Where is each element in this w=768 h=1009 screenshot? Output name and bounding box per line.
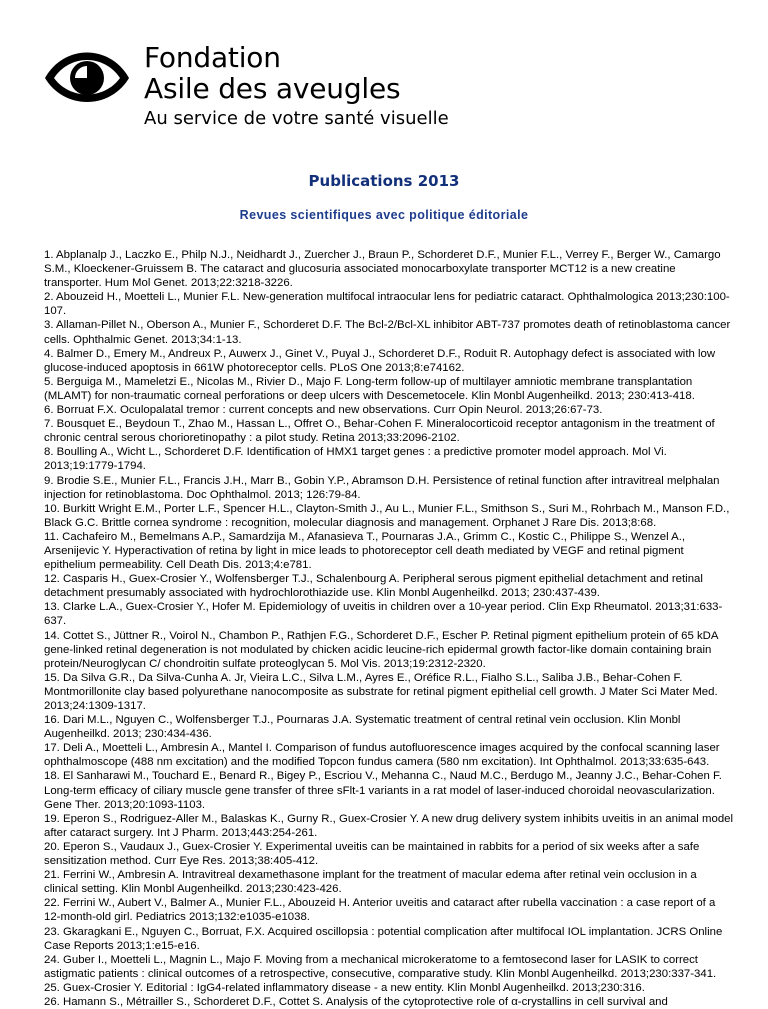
reference-item: 1. Abplanalp J., Laczko E., Philp N.J., Neidhardt J., Zuercher J., Braun P., Schorderet D.F., Munier F.L., Verrey F., Berger W., Camargo S.M., Kloeckener-Gruissem B. The cataract and glucosuria associated monocarboxylate transporter MCT12 is a new creatine transporter. Hum Mol Genet. 2013;22:3218-3226. [44, 249, 721, 290]
reference-item: 17. Deli A., Moetteli L., Ambresin A., Mantel I. Comparison of fundus autofluorescence images acquired by the confocal scanning laser ophthalmoscope (488 nm excitation) and the modified Topcon fundus camera (580 nm excitation). Int Ophthalmol. 2013;33:635-643. [44, 742, 720, 769]
reference-item: 7. Bousquet E., Beydoun T., Zhao M., Hassan L., Offret O., Behar-Cohen F. Mineralocorticoid receptor antagonism in the treatment of chronic central serous chorioretinopathy : a pilot study. Retina 2013;33:2096-2102. [44, 418, 715, 445]
reference-item: 12. Casparis H., Guex-Crosier Y., Wolfensberger T.J., Schalenbourg A. Peripheral serous pigment epithelial detachment and retinal detachment presumably associated with hydrochlorothiazide use. Klin Monbl Augenheilkd. 2013; 230:437-439. [44, 573, 703, 600]
organization-name-line-2: Asile des aveugles [144, 72, 401, 105]
page-title: Publications 2013 [308, 172, 460, 190]
reference-item: 11. Cachafeiro M., Bemelmans A.P., Samardzija M., Afanasieva T., Pournaras J.A., Grimm C., Kostic C., Philippe S., Wenzel A., Arsenijevic Y. Hyperactivation of retina by light in mice leads to photoreceptor cell death mediated by VEGF and retinal pigment epithelium permeability. Cell Death Dis. 2013;4:e781. [44, 530, 686, 572]
reference-item: 4. Balmer D., Emery M., Andreux P., Auwerx J., Ginet V., Puyal J., Schorderet D.F., Roduit R. Autophagy defect is associated with low glucose-induced apoptosis in 661W photoreceptor cells. PLoS One 2013;8:e74162. [44, 347, 716, 374]
foundation-logo [42, 38, 462, 138]
reference-item: 8. Boulling A., Wicht L., Schorderet D.F. Identification of HMX1 target genes : a predictive promoter model approach. Mol Vi. 2013;19:1779-1794. [44, 446, 667, 473]
reference-item: 23. Gkaragkani E., Nguyen C., Borruat, F.X. Acquired oscillopsia : potential complication after multifocal IOL implantation. JCRS Online Case Reports 2013;1:e15-e16. [44, 925, 723, 952]
reference-item: 21. Ferrini W., Ambresin A. Intravitreal dexamethasone implant for the treatment of macular edema after retinal vein occlusion in a clinical setting. Klin Monbl Augenheilkd. 2013;230:423-426. [44, 869, 697, 896]
reference-item: 14. Cottet S., Jüttner R., Voirol N., Chambon P., Rathjen F.G., Schorderet D.F., Escher P. Retinal pigment epithelium protein of 65 kDA gene-linked retinal degeneration is not modulated by chicken acidic leucine-rich epidermal growth factor-like domain containing brain protein/Neuroglycan C/ chondroitin sulfate proteoglycan 5. Mol Vis. 2013;19:2312-2320. [44, 629, 718, 670]
reference-item: 13. Clarke L.A., Guex-Crosier Y., Hofer M. Epidemiology of uveitis in children over a 10-year period. Clin Exp Rheumatol. 2013;31:633-637. [44, 601, 723, 628]
organization-name-line-1: Fondation [144, 41, 281, 74]
reference-item: 20. Eperon S., Vaudaux J., Guex-Crosier Y. Experimental uveitis can be maintained in rabbits for a period of six weeks after a safe sensitization method. Curr Eye Res. 2013;38:405-412. [44, 840, 700, 868]
organization-tagline: Au service de votre santé visuelle [144, 108, 449, 129]
reference-item: 9. Brodie S.E., Munier F.L., Francis J.H., Marr B., Gobin Y.P., Abramson D.H. Persistence of retinal function after intravitreal melphalan injection for retinoblastoma. Doc Ophthalmol. 2013; 126:79-84. [44, 474, 720, 501]
reference-item: 3. Allaman-Pillet N., Oberson A., Munier F., Schorderet D.F. The Bcl-2/Bcl-XL inhibitor ABT-737 promotes death of retinoblastoma cancer cells. Ophthalmic Genet. 2013;34:1-13. [44, 319, 731, 346]
organization-name [144, 42, 400, 104]
reference-item: 15. Da Silva G.R., Da Silva-Cunha A. Jr, Vieira L.C., Silva L.M., Ayres E., Oréfice R.L., Fialho S.L., Saliba J.B., Behar-Cohen F. Montmorillonite clay based polyurethane nanocomposite as substrate for retinal pigment epithelial cell growth. J Mater Sci Mater Med. 2013;24:1309-1317. [44, 671, 718, 712]
reference-item: 19. Eperon S., Rodriguez-Aller M., Balaskas K., Gurny R., Guex-Crosier Y. A new drug delivery system inhibits uveitis in an animal model after cataract surgery. Int J Pharm. 2013;443:254-261. [44, 812, 734, 839]
reference-item: 18. El Sanharawi M., Touchard E., Benard R., Bigey P., Escriou V., Mehanna C., Naud M.C., Berdugo M., Jeanny J.C., Behar-Cohen F. Long-term efficacy of ciliary muscle gene transfer of three sFlt-1 variants in a rat model of laser-induced choroidal neovascularization. Gene Ther. 2013;20:1093-1103. [44, 770, 722, 811]
reference-item: 24. Guber I., Moetteli L., Magnin L., Majo F. Moving from a mechanical microkeratome to a femtosecond laser for LASIK to correct astigmatic patients : clinical outcomes of a retrospective, consecutive, comparative study. Klin Monbl Augenheilkd. 2013;230:337-341. [44, 953, 717, 980]
reference-item: 25. Guex-Crosier Y. Editorial : IgG4-related inflammatory disease - a new entity. Klin Monbl Augenheilkd. 2013;230:316. [44, 981, 645, 994]
section-heading: Revues scientifiques avec politique éditoriale [239, 208, 529, 222]
reference-item: 2. Abouzeid H., Moetteli L., Munier F.L. New-generation multifocal intraocular lens for pediatric cataract. Ophthalmologica 2013;230:100-107. [44, 291, 730, 318]
reference-item: 26. Hamann S., Métrailler S., Schorderet D.F., Cottet S. Analysis of the cytoprotective role of α-crystallins in cell survival and [44, 995, 668, 1008]
reference-item: 10. Burkitt Wright E.M., Porter L.F., Spencer H.L., Clayton-Smith J., Au L., Munier F.L., Smithson S., Suri M., Rohrbach M., Manson F.D., Black G.C. Brittle cornea syndrome : recognition, molecular diagnosis and management. Orphanet J Rare Dis. 2013;8:68. [44, 502, 730, 529]
reference-item: 6. Borruat F.X. Oculopalatal tremor : current concepts and new observations. Curr Opin Neurol. 2013;26:67-73. [44, 404, 603, 417]
reference-item: 22. Ferrini W., Aubert V., Balmer A., Munier F.L., Abouzeid H. Anterior uveitis and cataract after rubella vaccination : a case report of a 12-month-old girl. Pediatrics 2013;132:e1035-e1038. [44, 897, 716, 924]
reference-item: 16. Dari M.L., Nguyen C., Wolfensberger T.J., Pournaras J.A. Systematic treatment of central retinal vein occlusion. Klin Monbl Augenheilkd. 2013; 230:434-436. [44, 714, 681, 741]
reference-list [44, 248, 734, 1009]
eye-icon [42, 40, 132, 112]
reference-item: 5. Berguiga M., Mameletzi E., Nicolas M., Rivier D., Majo F. Long-term follow-up of multilayer amniotic membrane transplantation (MLAMT) for non-traumatic corneal perforations or deep ulcers with Descemetocele. Klin Monbl Augenheilkd. 2013; 230:413-418. [44, 375, 695, 402]
